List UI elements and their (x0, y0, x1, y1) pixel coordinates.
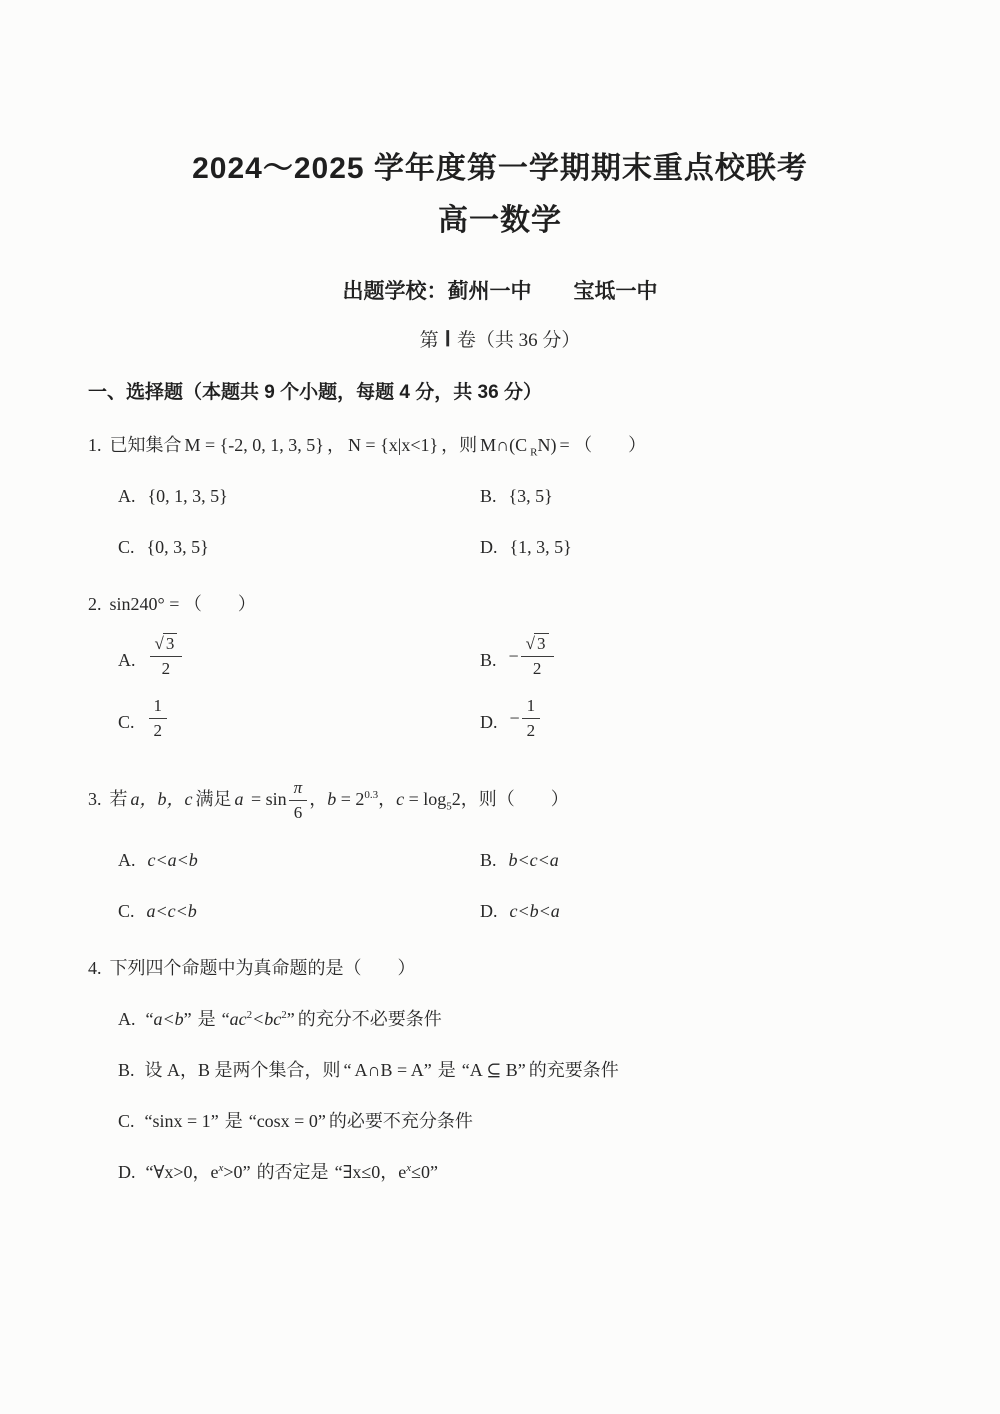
q2-option-c-numerator: 1 (149, 696, 168, 719)
question-1-number: 1. (88, 435, 102, 455)
q2-option-b (480, 634, 912, 680)
q4-a-openquote: “ (145, 1009, 154, 1030)
q4-a-tail: 的充分不必要条件 (297, 1009, 442, 1030)
q3-option-c-label: C. (118, 901, 135, 922)
q2-option-d-fraction (522, 696, 541, 742)
q2-option-b-fraction (521, 634, 554, 680)
q4-c-mid: 是 (224, 1111, 243, 1132)
q4-c-expr1: sinx = 1 (152, 1111, 211, 1132)
q2-option-d-sign: − (509, 708, 520, 729)
q3-option-a-value: c<a<b (147, 850, 198, 871)
q3-a-var: a (234, 788, 244, 809)
q4-option-c-label: C. (118, 1111, 135, 1132)
q4-a-openquote2: “ (221, 1009, 230, 1030)
q4-d-openquote: “ (145, 1162, 154, 1183)
q4-d-sup1: x (218, 1162, 224, 1175)
q2-option-b-value (509, 634, 554, 680)
volume-roman-numeral: Ⅰ (444, 328, 451, 351)
q3-option-a (118, 847, 480, 874)
q1-option-c (118, 534, 480, 561)
q3-c-eq: = log (404, 788, 447, 809)
q3-b-eq: = 2 (336, 788, 365, 809)
q2-option-c (118, 696, 480, 742)
q3-options-row-2 (88, 898, 912, 925)
q4-b-openquote: “ (343, 1060, 352, 1081)
q2-options-row-2 (118, 696, 912, 742)
question-3 (88, 778, 912, 926)
q1-expr-b: N) (537, 435, 557, 455)
q3-b-exponent: 0.3 (364, 788, 379, 801)
q2-options (88, 634, 912, 742)
q2-option-c-fraction (149, 696, 168, 742)
q4-b-closequote: ” (423, 1060, 432, 1081)
question-4 (88, 955, 912, 1186)
q4-option-a (88, 1006, 912, 1033)
q3-zh1: 若 (109, 788, 128, 809)
q1-set-m: M = {-2, 0, 1, 3, 5} (184, 435, 324, 455)
q2-option-c-denominator: 2 (153, 721, 163, 741)
question-1 (88, 432, 912, 561)
q4-d-expr3: ∃x≤0，e (342, 1162, 407, 1183)
q2-option-c-value (147, 696, 168, 742)
q2-option-a-label: A. (118, 649, 136, 670)
q3-pi-over-6-fraction (289, 778, 308, 824)
q1-option-a-value: {0, 1, 3, 5} (147, 486, 228, 506)
q2-option-b-label: B. (480, 649, 497, 670)
q1-expr-a: M∩(C (480, 435, 528, 455)
q3-option-b (480, 847, 912, 874)
q4-b-zh1: 设 A，B 是两个集合，则 (144, 1060, 341, 1081)
q3-log-base: 5 (446, 800, 452, 813)
q3-a-eq: = sin (246, 788, 287, 809)
q3-option-b-value: b<c<a (508, 850, 559, 871)
q1-option-b (480, 483, 912, 510)
q3-log-arg: 2 (451, 788, 461, 809)
q4-d-sup2: x (406, 1162, 412, 1175)
q4-option-d-label: D. (118, 1162, 136, 1183)
q2-option-d-label: D. (480, 711, 498, 732)
q4-c-closequote: ” (210, 1111, 219, 1132)
q4-c-openquote: “ (144, 1111, 153, 1132)
q4-option-b-label: B. (118, 1060, 135, 1081)
q2-option-b-radicand: 3 (534, 633, 549, 653)
q4-d-expr2: >0 (223, 1162, 243, 1183)
radical-icon: √ (154, 634, 164, 653)
volume-pre: 第 (419, 330, 439, 351)
q4-a-sup1: 2 (246, 1009, 253, 1022)
q2-option-b-numerator (521, 634, 554, 657)
q1-sep2: ，则 (441, 435, 478, 455)
q1-expr-sub-r: R (530, 446, 538, 459)
schools-line: 出题学校：蓟州一中 宝坻一中 (342, 280, 658, 303)
q3-c-var: c (396, 788, 405, 809)
q3-option-a-label: A. (118, 850, 136, 871)
q4-a-mid: 是 (197, 1009, 216, 1030)
question-2 (88, 591, 912, 742)
q4-a-closequote2: ” (286, 1009, 295, 1030)
q2-option-a-numerator (150, 634, 183, 657)
q3-sep1: ， (309, 788, 328, 809)
q2-option-a-radicand: 3 (163, 633, 178, 653)
q4-option-c (88, 1108, 912, 1135)
q3-option-d-label: D. (480, 901, 498, 922)
q3-answer-blank: ，则（ ） (460, 788, 569, 809)
q2-option-a-fraction (150, 634, 183, 680)
q1-option-d (480, 534, 912, 561)
q1-options-row-1 (88, 483, 912, 510)
q1-option-c-label: C. (118, 537, 135, 557)
q3-option-c-value: a<c<b (146, 901, 197, 922)
q3-b-var: b (327, 788, 337, 809)
q1-answer-blank: = （ ） (559, 435, 647, 455)
q4-c-expr2: cosx = 0 (256, 1111, 318, 1132)
q2-option-d (480, 696, 912, 742)
q4-option-a-label: A. (118, 1009, 136, 1030)
q4-a-expr2a: ac (229, 1009, 247, 1030)
q1-option-a-label: A. (118, 486, 136, 506)
q4-option-d (88, 1159, 912, 1186)
q1-option-b-value: {3, 5} (508, 486, 553, 506)
q4-b-expr1: A∩B = A (354, 1060, 424, 1081)
q4-a-sup2: 2 (281, 1009, 287, 1022)
q1-options-row-2 (88, 534, 912, 561)
q4-b-mid: 是 (437, 1060, 456, 1081)
q4-b-openquote2: “ (461, 1060, 470, 1081)
question-2-stem: sin240° = （ ） (109, 594, 256, 614)
q1-set-n: N = {x|x<1} (347, 435, 439, 455)
q2-option-b-denominator: 2 (532, 659, 542, 679)
q2-option-b-sign: − (508, 646, 519, 667)
q4-d-closequote2: ” (429, 1162, 438, 1183)
q4-d-expr1: ∀x>0，e (153, 1162, 219, 1183)
q1-option-d-value: {1, 3, 5} (509, 537, 572, 557)
radical-icon: √ (525, 634, 536, 653)
q2-option-a (118, 634, 480, 680)
q1-option-b-label: B. (480, 486, 497, 506)
q4-option-b (88, 1057, 912, 1084)
q3-zh2: 满足 (195, 788, 232, 809)
q2-option-a-denominator: 2 (161, 659, 171, 679)
q4-d-expr4: ≤0 (411, 1162, 430, 1183)
q2-option-c-label: C. (118, 711, 135, 732)
question-4-stem: 下列四个命题中为真命题的是（ ） (109, 958, 416, 979)
q2-options-row-1 (118, 634, 912, 680)
q4-c-closequote2: ” (317, 1111, 326, 1132)
exam-subtitle: 高一数学 (438, 203, 562, 237)
volume-line (88, 325, 912, 352)
question-4-number: 4. (88, 958, 102, 979)
q3-fraction-denominator: 6 (293, 802, 303, 822)
q1-option-a (118, 483, 480, 510)
q4-d-closequote: ” (242, 1162, 251, 1183)
q3-fraction-numerator: π (289, 778, 308, 801)
q3-option-b-label: B. (480, 850, 497, 871)
q3-sep2: ， (378, 788, 397, 809)
q4-b-tail: 的充要条件 (528, 1060, 619, 1081)
q2-option-d-value (510, 696, 541, 742)
q4-a-expr1: a<b (153, 1009, 184, 1030)
q3-option-c (118, 898, 480, 925)
volume-post: 卷（共 36 分） (456, 330, 581, 351)
question-2-number: 2. (88, 594, 102, 614)
q4-a-closequote: ” (183, 1009, 192, 1030)
q3-options-row-1 (88, 847, 912, 874)
q3-option-d (480, 898, 912, 925)
q4-c-tail: 的必要不充分条件 (328, 1111, 473, 1132)
question-1-lead: 已知集合 (109, 435, 182, 455)
q4-b-expr2: A ⊆ B (469, 1060, 518, 1081)
q2-option-d-denominator: 2 (526, 721, 536, 741)
q4-b-closequote2: ” (517, 1060, 526, 1081)
exam-title: 2024～2025 学年度第一学期期末重点校联考 (192, 152, 808, 185)
q2-option-a-value (148, 634, 183, 680)
q3-variables: a，b，c (130, 788, 193, 809)
q4-d-mid: 的否定是 (256, 1162, 329, 1183)
q1-option-d-label: D. (480, 537, 498, 557)
q4-a-expr2b: <bc (252, 1009, 282, 1030)
q2-option-d-numerator: 1 (522, 696, 541, 719)
section-heading: 一、选择题（本题共 9 个小题，每题 4 分，共 36 分） (88, 382, 542, 403)
q1-option-c-value: {0, 3, 5} (146, 537, 209, 557)
q4-d-openquote2: “ (334, 1162, 343, 1183)
q4-c-openquote2: “ (248, 1111, 257, 1132)
question-3-number: 3. (88, 788, 102, 809)
q3-option-d-value: c<b<a (509, 901, 560, 922)
q1-sep1: ， (326, 435, 345, 455)
